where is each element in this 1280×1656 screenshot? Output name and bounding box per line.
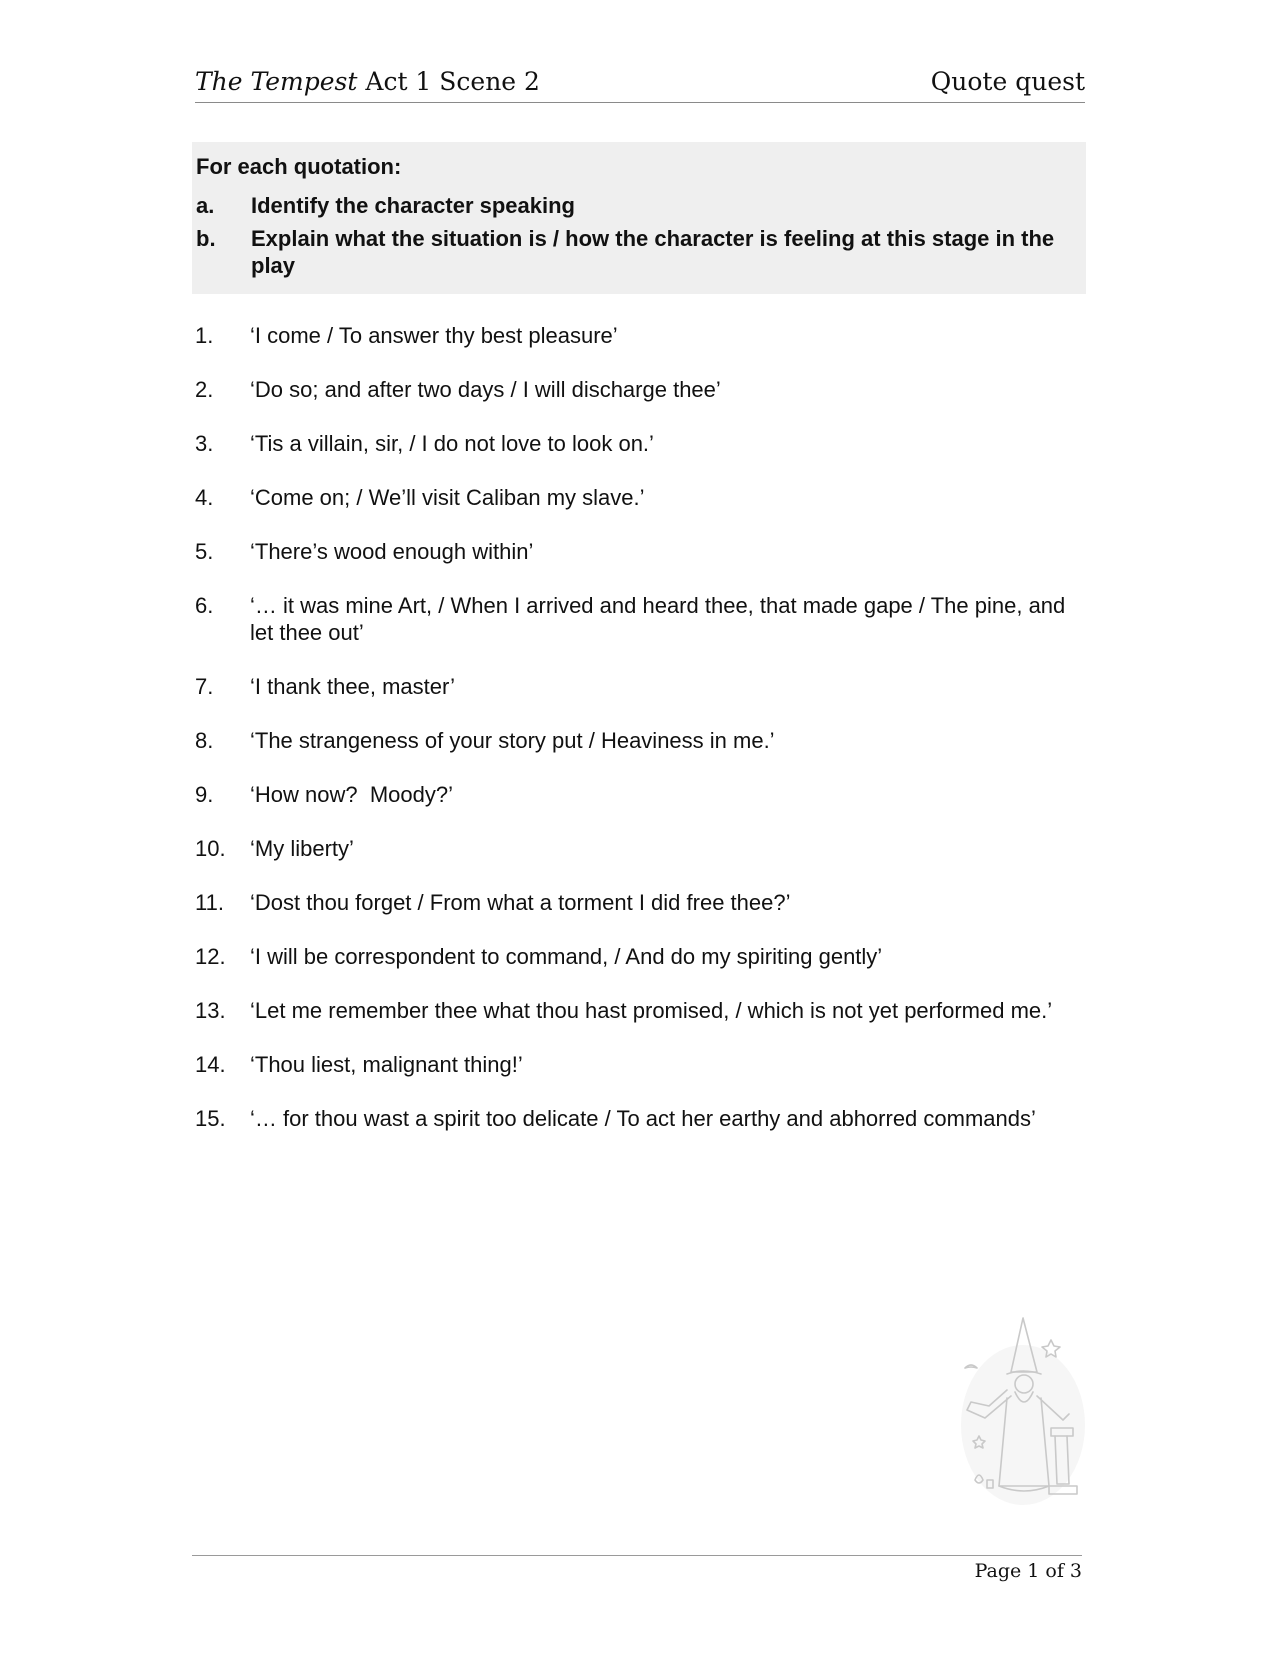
quote-number: 14. [195, 1052, 226, 1077]
quote-number: 10. [195, 836, 226, 861]
play-title: The Tempest [195, 67, 358, 96]
quote-number: 4. [195, 485, 214, 510]
quote-item [195, 835, 1085, 862]
quote-text: ‘How now? Moody?’ [250, 782, 453, 807]
document-title [195, 67, 540, 96]
footer-divider [192, 1555, 1082, 1556]
quote-text: ‘Do so; and after two days / I will discharge thee’ [250, 377, 721, 402]
quote-text: ‘My liberty’ [250, 836, 354, 861]
quote-item [195, 1105, 1085, 1132]
quote-item [195, 889, 1085, 916]
quote-text: ‘… it was mine Art, / When I arrived and heard thee, that made gape / The pine, and let thee out’ [250, 593, 1066, 645]
instruction-text: Identify the character speaking [251, 193, 575, 218]
quote-number: 2. [195, 377, 214, 402]
instruction-text: Explain what the situation is / how the character is feeling at this stage in the play [251, 226, 1055, 278]
quote-number: 7. [195, 674, 214, 699]
act-scene: Act 1 Scene 2 [357, 67, 540, 96]
page-header [195, 64, 1085, 103]
quote-text: ‘There’s wood enough within’ [250, 539, 534, 564]
quote-number: 11. [195, 890, 224, 915]
quote-item [195, 1051, 1085, 1078]
quote-item [195, 430, 1085, 457]
instructions-lead: For each quotation: [196, 154, 402, 179]
quote-text: ‘Dost thou forget / From what a torment I did free thee?’ [250, 890, 791, 915]
quote-number: 3. [195, 431, 214, 456]
quote-text: ‘Come on; / We’ll visit Caliban my slave.’ [250, 485, 645, 510]
instruction-marker: b. [196, 226, 216, 251]
quote-text: ‘Let me remember thee what thou hast promised, / which is not yet performed me.’ [250, 998, 1053, 1023]
quote-item [195, 997, 1085, 1024]
quote-text: ‘I will be correspondent to command, / And do my spiriting gently’ [250, 944, 883, 969]
quote-number: 6. [195, 593, 214, 618]
quote-item [195, 376, 1085, 403]
quote-list [195, 322, 1085, 1159]
quote-text: ‘I come / To answer thy best pleasure’ [250, 323, 618, 348]
quote-item [195, 322, 1085, 349]
quote-item [195, 727, 1085, 754]
quote-number: 1. [195, 323, 214, 348]
quote-item [195, 538, 1085, 565]
wizard-illustration-icon [945, 1310, 1095, 1510]
instruction-marker: a. [196, 193, 215, 218]
quote-number: 9. [195, 782, 214, 807]
quote-item [195, 592, 1085, 646]
quote-text: ‘Tis a villain, sir, / I do not love to look on.’ [250, 431, 654, 456]
quote-text: ‘The strangeness of your story put / Heaviness in me.’ [250, 728, 775, 753]
instructions-box [192, 142, 1086, 294]
quote-item [195, 781, 1085, 808]
quote-number: 5. [195, 539, 214, 564]
quote-number: 8. [195, 728, 214, 753]
quote-item [195, 943, 1085, 970]
quote-number: 13. [195, 998, 226, 1023]
quote-text: ‘… for thou wast a spirit too delicate / To act her earthy and abhorred commands’ [250, 1106, 1036, 1131]
quote-number: 12. [195, 944, 226, 969]
quote-item [195, 673, 1085, 700]
quote-item [195, 484, 1085, 511]
quote-number: 15. [195, 1106, 226, 1131]
quote-text: ‘I thank thee, master’ [250, 674, 456, 699]
section-title: Quote quest [930, 67, 1085, 96]
quote-text: ‘Thou liest, malignant thing!’ [250, 1052, 523, 1077]
page-number: Page 1 of 3 [974, 1560, 1082, 1582]
